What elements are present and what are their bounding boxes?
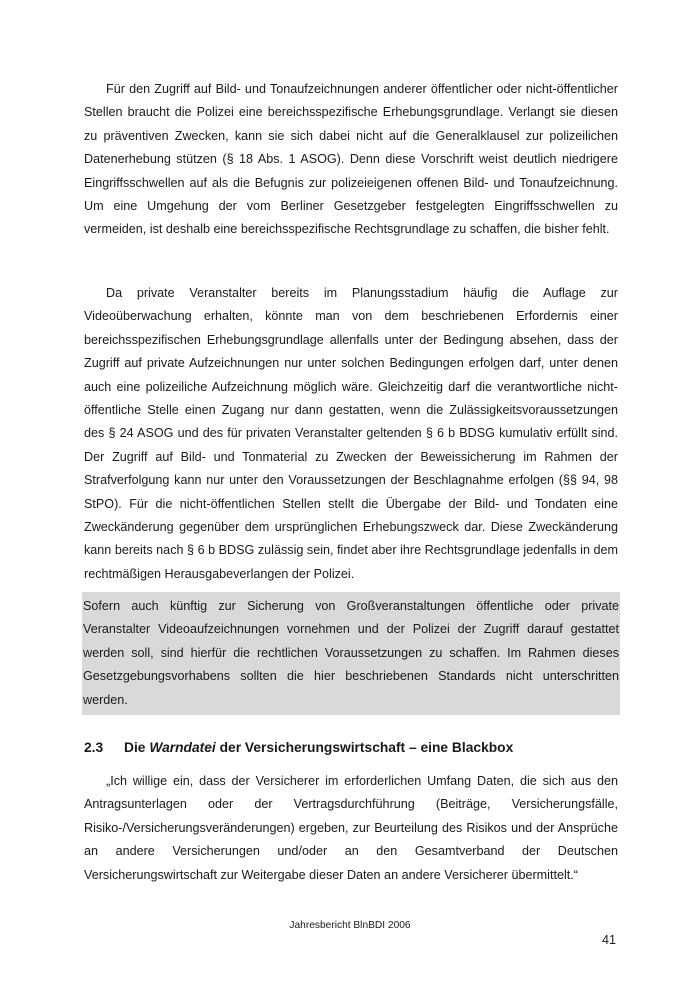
highlight-text: Sofern auch künftig zur Sicherung von Großveranstaltungen öffentliche oder private Veranstalter Videoaufzeichnungen vornehmen und der Polizei der Zugriff darauf gestattet werden soll, sind hierfür die rechtlichen Voraussetzungen zu schaffen. Im Rahmen dieses Gesetzgebungsvorhabens sollten die hier beschriebenen Standards nicht unterschritten werden. — [83, 599, 619, 707]
page-number: 41 — [601, 933, 616, 947]
section-title-suffix: der Versicherungswirtschaft – eine Blackbox — [215, 740, 514, 755]
section-title-italic: Warndatei — [149, 740, 216, 755]
section-title-prefix: Die — [124, 740, 150, 755]
page-footer: Jahresbericht BlnBDI 2006 — [289, 920, 411, 931]
section-heading — [84, 740, 618, 755]
body-paragraph-1: Für den Zugriff auf Bild- und Tonaufzeichnungen anderer öffentlicher oder nicht-öffentlicher Stellen braucht die Polizei eine bereichsspezifische Erhebungsgrundlage. Verlangt sie diesen zu präventiven Zwecken, kann sie sich dabei nicht auf die Generalklausel zur polizeilichen Datenerhebung stützen (§ 18 Abs. 1 ASOG). Denn diese Vorschrift weist deutlich niedrigere Eingriffsschwellen auf als die Befugnis zur polizeieigenen offenen Bild- und Tonaufzeichnung. Um eine Umgehung der vom Berliner Gesetzgeber festgelegten Eingriffsschwellen zu vermeiden, ist deshalb eine bereichsspezifische Rechtsgrundlage zu schaffen, die bisher fehlt. — [84, 82, 618, 237]
highlighted-recommendation-box — [82, 592, 620, 715]
section-number: 2.3 — [84, 740, 104, 755]
consent-quote: „Ich willige ein, dass der Versicherer im erforderlichen Umfang Daten, die sich aus den Antragsunterlagen oder der Vertragsdurchführung (Beiträge, Versicherungsfälle, Risiko-/Versicherungsveränderungen) ergeben, zur Beurteilung des Risikos und der Ansprüche an andere Versicherungen und/oder an den Gesamtverband der Deutschen Versicherungswirtschaft zur Weitergabe dieser Daten an andere Versicherer übermittelt.“ — [84, 774, 618, 882]
body-paragraph-2: Da private Veranstalter bereits im Planungsstadium häufig die Auflage zur Videoüberwachung erhalten, könnte man von dem beschriebenen Erfordernis einer bereichsspezifischen Erhebungsgrundlage allenfalls unter der Bedingung absehen, dass der Zugriff auf private Aufzeichnungen nur unter solchen Bedingungen erfolgen darf, unter denen auch eine polizeiliche Aufzeichnung möglich wäre. Gleichzeitig darf die verantwortliche nicht-öffentliche Stelle einen Zugang nur dann gestatten, wenn die Zulässigkeitsvoraussetzungen des § 24 ASOG und des für privaten Veranstalter geltenden § 6 b BDSG kumulativ erfüllt sind. Der Zugriff auf Bild- und Tonmaterial zu Zwecken der Beweissicherung im Rahmen der Strafverfolgung kann nur unter den Voraussetzungen der Beschlagnahme erfolgen (§§ 94, 98 StPO). Für die nicht-öffentlichen Stellen stellt die Übergabe der Bild- und Tondaten eine Zweckänderung gegenüber dem ursprünglichen Erhebungszweck dar. Diese Zweckänderung kann bereits nach § 6 b BDSG zulässig sein, findet aber ihre Rechtsgrundlage jedenfalls in dem rechtmäßigen Herausgabeverlangen der Polizei. — [84, 286, 618, 581]
